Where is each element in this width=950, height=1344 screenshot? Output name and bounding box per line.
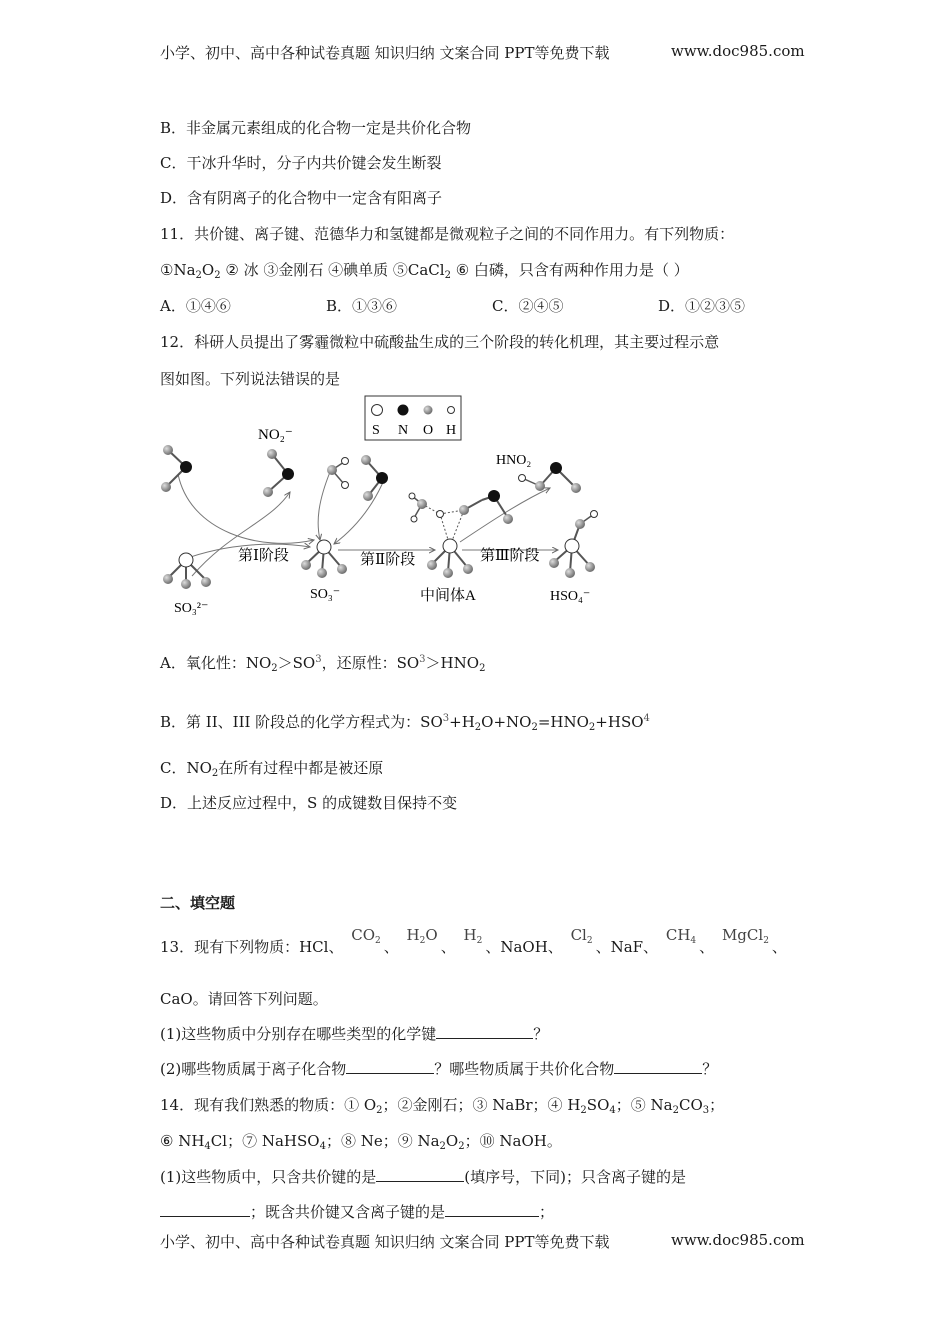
q11-item-text-3: ② 冰 ③金刚石 ④碘单质 ⑤CaCl [225, 261, 445, 279]
q14-sub1-text: (1)这些物质中，只含共价键的是 [160, 1168, 377, 1186]
q12-option-b[interactable]: B．第 II、III 阶段总的化学方程式为：$SO^3+H_2O+NO_2=HNO_2+HSO^4$ [160, 713, 650, 733]
q14-sub1-mid: (填序号，下同)；只含离子键的是 [464, 1168, 686, 1186]
q13-sep-3: 、 [485, 938, 501, 956]
molecule-no2-center [361, 455, 388, 501]
q12-b-part1: B．第 II、III 阶段总的化学方程式为：SO [160, 713, 443, 731]
q12-b-part2: +H [449, 713, 475, 731]
q12-option-d[interactable]: D．上述反应过程中，S 的成键数目保持不变 [160, 794, 458, 812]
formula-co2: $CO_2$ [351, 926, 381, 946]
q11-option-a[interactable]: A．①④⑥ [160, 297, 231, 315]
header-url[interactable]: www.doc985.com [671, 42, 805, 60]
label-hso4-minus: HSO₄⁻ [550, 589, 591, 604]
q11-stem: 11．共价键、离子键、范德华力和氢键都是微观粒子之间的不同作用力。有下列物质： [160, 225, 735, 243]
molecule-so3-2minus [163, 553, 211, 589]
q11-items: $①Na_2O_2$ ② 冰 ③金刚石 ④碘单质 ⑤CaCl$_2$ ⑥ 白磷，只含有两种作用力是（ ） [160, 261, 689, 281]
q12-mechanism-figure [150, 392, 620, 624]
label-stage-3: 第Ⅲ阶段 [480, 548, 540, 564]
q11-item-text-1: ①Na [160, 261, 196, 279]
q12-b-part4: =HNO [537, 713, 589, 731]
q13-sep-4: 、 [699, 938, 715, 956]
q14-line1-b: ；②金刚石；③ NaBr；④ H [382, 1096, 581, 1114]
molecule-water [327, 458, 349, 489]
q14-line2-a: ⑥ NH [160, 1132, 205, 1150]
molecule-no2-minus [263, 449, 294, 497]
q12-a-part4: ＞HNO [425, 654, 480, 672]
formula-mgcl2: MgCl$_2$ [721, 926, 769, 946]
footer-left-text: 小学、初中、高中各种试卷真题 知识归纳 文案合同 PPT等免费下载 [160, 1233, 610, 1251]
q12-a-part1: A．氧化性：NO [160, 654, 272, 672]
q11-option-c[interactable]: C．②④⑤ [492, 297, 564, 315]
q14-line2-b: Cl；⑦ NaHSO [210, 1132, 320, 1150]
legend-h-atom [448, 407, 455, 414]
legend-label-h: H [446, 423, 457, 438]
q12-stem-line1: 12．科研人员提出了雾霾微粒中硫酸盐生成的三个阶段的转化机理，其主要过程示意 [160, 333, 720, 351]
q12-option-c[interactable]: C．$NO_2$在所有过程中都是被还原 [160, 759, 384, 779]
label-so3-minus: SO₃⁻ [310, 587, 341, 602]
q13-stem-start: 13．现有下列物质：HCl、 [160, 938, 344, 956]
legend-box [365, 396, 461, 440]
q14-sub1-cont [160, 1202, 554, 1222]
formula-h2: $H_2$ [463, 926, 483, 946]
q13-stem [160, 926, 787, 963]
q14-line1-f: ； [709, 1096, 725, 1114]
legend-s-atom [372, 405, 383, 416]
q13-sub1-end: ？ [533, 1025, 549, 1043]
legend-label-o: O [423, 423, 434, 438]
legend-label-n: N [398, 423, 409, 438]
q14-line2-d: O [445, 1132, 459, 1150]
q14-blank-3[interactable] [445, 1202, 539, 1217]
q14-stem: 14．现有我们熟悉的物质：① $O_2$；②金刚石；③ NaBr；④ $H_2SO_4$；⑤ $Na_2CO_3$； [160, 1096, 725, 1116]
q12-stem-line2: 图如图。下列说法错误的是 [160, 370, 341, 388]
molecule-intermediate-a [409, 490, 513, 578]
q14-blank-1[interactable] [376, 1167, 464, 1182]
label-stage-1: 第Ⅰ阶段 [238, 548, 289, 564]
molecule-so3-minus [301, 540, 347, 578]
molecule-no2-left [161, 445, 192, 492]
q13-sep-2: 、 [440, 938, 456, 956]
legend-label-s: S [372, 423, 380, 438]
q13-blank-2[interactable] [346, 1059, 434, 1074]
q13-line2: CaO。请回答下列问题。 [160, 990, 328, 1008]
q14-stem-text: 14．现有我们熟悉的物质：① O [160, 1096, 377, 1114]
formula-ch4: $CH_4$ [665, 926, 697, 946]
q10-option-c: C．干冰升华时，分子内共价键会发生断裂 [160, 154, 442, 172]
q14-blank-2[interactable] [160, 1202, 250, 1217]
q12-b-part3: O+NO [481, 713, 532, 731]
q11-item-text-2: O [201, 261, 215, 279]
q13-sub1-text: (1)这些物质中分别存在哪些类型的化学键 [160, 1025, 437, 1043]
legend-n-atom [398, 405, 409, 416]
q13-sub2-mid: ？哪些物质属于共价化合物 [434, 1060, 615, 1078]
q13-naf: 、NaF、 [595, 938, 659, 956]
q12-option-a[interactable]: A．氧化性：$NO_2>SO^3$，还原性：$SO^3>HNO_2$ [160, 654, 486, 674]
q11-item-text-4: ⑥ 白磷，只含有两种作用力是（ ） [450, 261, 689, 279]
label-no2-minus: NO₂⁻ [258, 427, 293, 443]
formula-h2o: $H_2O$ [406, 926, 438, 946]
label-stage-2: 第Ⅱ阶段 [360, 552, 416, 568]
label-hno2: HNO₂ [496, 453, 532, 468]
header-left-text: 小学、初中、高中各种试卷真题 知识归纳 文案合同 PPT等免费下载 [160, 44, 610, 62]
footer-url[interactable]: www.doc985.com [671, 1231, 805, 1249]
q14-sub1 [160, 1167, 686, 1187]
q14-sub1-end: ； [539, 1203, 555, 1221]
q13-sub1 [160, 1024, 548, 1044]
label-intermediate-a: 中间体A [420, 588, 476, 604]
q13-sep-5: 、 [771, 938, 787, 956]
q12-c-part1: C．NO [160, 759, 212, 777]
q13-sep-1: 、 [383, 938, 399, 956]
q13-blank-1[interactable] [436, 1024, 533, 1039]
q14-sub1-cont-text: ；既含共价键又含离子键的是 [250, 1203, 446, 1221]
section-title-fill-blank: 二、填空题 [160, 894, 236, 912]
legend-o-atom [424, 406, 433, 415]
molecule-hso4-minus [549, 511, 598, 579]
q12-a-part3: ，还原性：SO [321, 654, 420, 672]
q13-sub2 [160, 1059, 717, 1079]
q13-naoh: NaOH、 [500, 938, 563, 956]
q13-blank-3[interactable] [614, 1059, 702, 1074]
q10-option-b: B．非金属元素组成的化合物一定是共价化合物 [160, 119, 472, 137]
q12-a-part2: ＞SO [277, 654, 316, 672]
label-so3-2minus: SO₃²⁻ [174, 601, 209, 616]
q13-sub2-end: ？ [702, 1060, 718, 1078]
q11-option-d[interactable]: D．①②③⑤ [658, 297, 746, 315]
q10-option-d: D．含有阴离子的化合物中一定含有阳离子 [160, 189, 443, 207]
formula-cl2: $Cl_2$ [570, 926, 593, 946]
q14-line2-c: ；⑧ Ne；⑨ Na [325, 1132, 440, 1150]
q12-c-part2: 在所有过程中都是被还原 [218, 759, 384, 777]
q14-line1-d: ；⑤ Na [615, 1096, 673, 1114]
q12-b-part5: +HSO [595, 713, 644, 731]
q14-line2: ⑥ $NH_4Cl$；⑦ NaHSO$_4$；⑧ Ne；⑨ $Na_2O_2$；⑩ NaOH。 [160, 1132, 562, 1152]
q13-sub2-text: (2)哪些物质属于离子化合物 [160, 1060, 347, 1078]
q11-option-b[interactable]: B．①③⑥ [326, 297, 398, 315]
q14-line1-c: SO [586, 1096, 610, 1114]
q14-line1-e: CO [678, 1096, 703, 1114]
q14-line2-e: ；⑩ NaOH。 [464, 1132, 562, 1150]
